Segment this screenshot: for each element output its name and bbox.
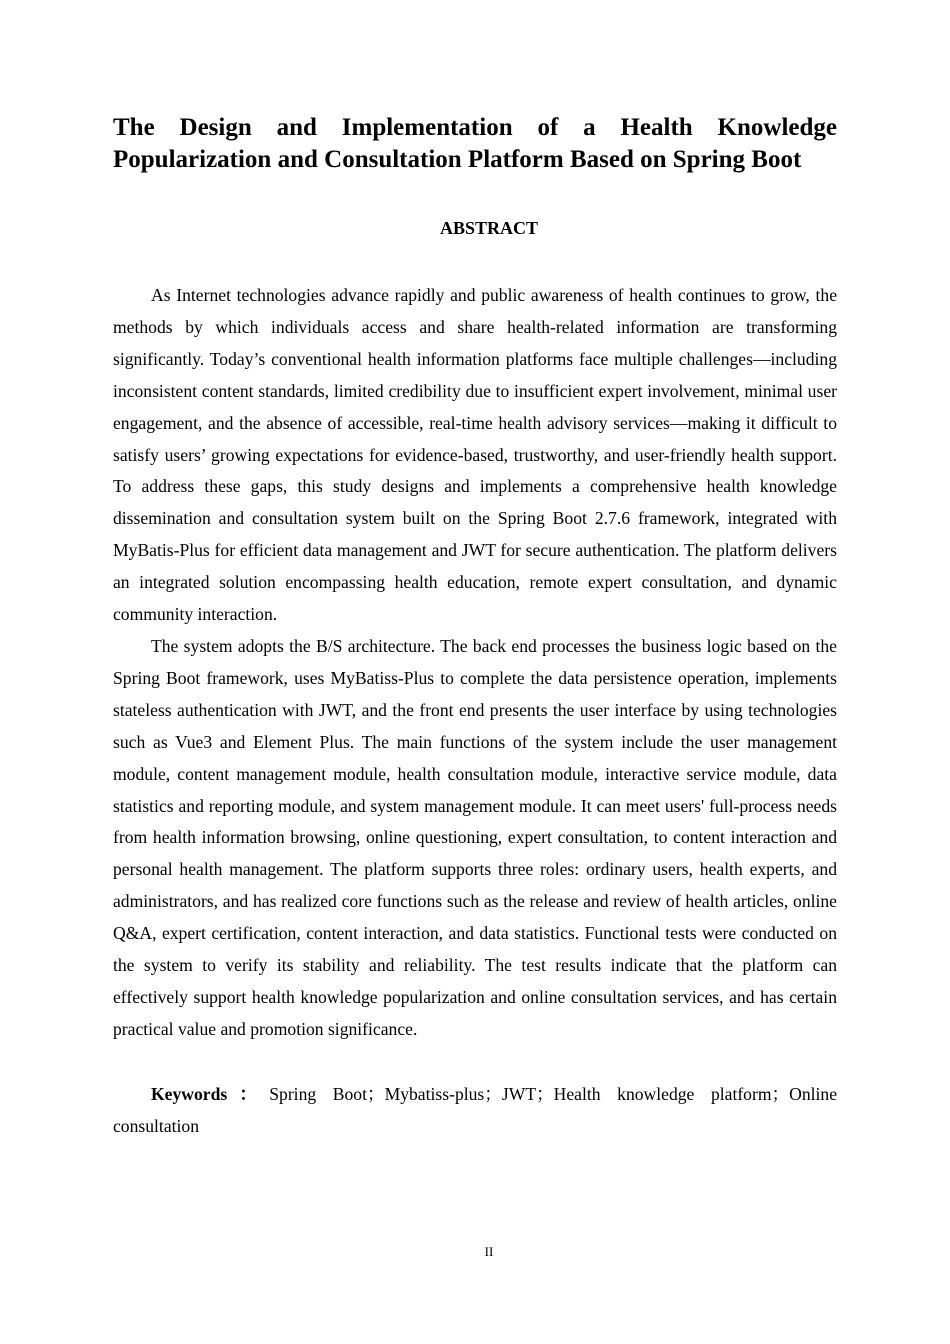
page-number: II [484, 1244, 494, 1259]
abstract-body [113, 280, 837, 1046]
keywords-line [113, 1078, 837, 1142]
abstract-page [113, 112, 837, 1142]
abstract-paragraph-1: As Internet technologies advance rapidly and public awareness of health continues to grow, the methods by which individuals access and share health-related information are transforming significantly. Today’s conventional health information platforms face multiple challenges—including inconsistent content standards, limited credibility due to insufficient expert involvement, minimal user engagement, and the absence of accessible, real-time health advisory services—making it difficult to satisfy users’ growing expectations for evidence-based, trustworthy, and user-friendly health support. To address these gaps, this study designs and implements a comprehensive health knowledge dissemination and consultation system built on the Spring Boot 2.7.6 framework, integrated with MyBatis-Plus for efficient data management and JWT for secure authentication. The platform delivers an integrated solution encompassing health education, remote expert consultation, and dynamic community interaction. [113, 285, 837, 625]
keywords-text: Spring Boot；Mybatiss-plus；JWT；Health knowledge platform；Online consultation [113, 1083, 838, 1136]
abstract-paragraph-2: The system adopts the B/S architecture. The back end processes the business logic based on the Spring Boot framework, uses MyBatiss-Plus to complete the data persistence operation, implements stateless authentication with JWT, and the front end presents the user interface by using technologies such as Vue3 and Element Plus. The main functions of the system include the user management module, content management module, health consultation module, interactive service module, data statistics and reporting module, and system management module. It can meet users' full-process needs from health information browsing, online questioning, expert consultation, to content interaction and personal health management. The platform supports three roles: ordinary users, health experts, and administrators, and has realized core functions such as the release and review of health articles, online Q&A, expert certification, content interaction, and data statistics. Functional tests were conducted on the system to verify its stability and reliability. The test results indicate that the platform can effectively support health knowledge popularization and online consultation services, and has certain practical value and promotion significance. [113, 635, 837, 1039]
keywords-label: Keywords： [151, 1083, 270, 1104]
abstract-heading: ABSTRACT [439, 218, 539, 238]
paper-title: The Design and Implementation of a Health Knowledge Popularization and Consultation Platform Based on Spring Boot [113, 114, 837, 173]
